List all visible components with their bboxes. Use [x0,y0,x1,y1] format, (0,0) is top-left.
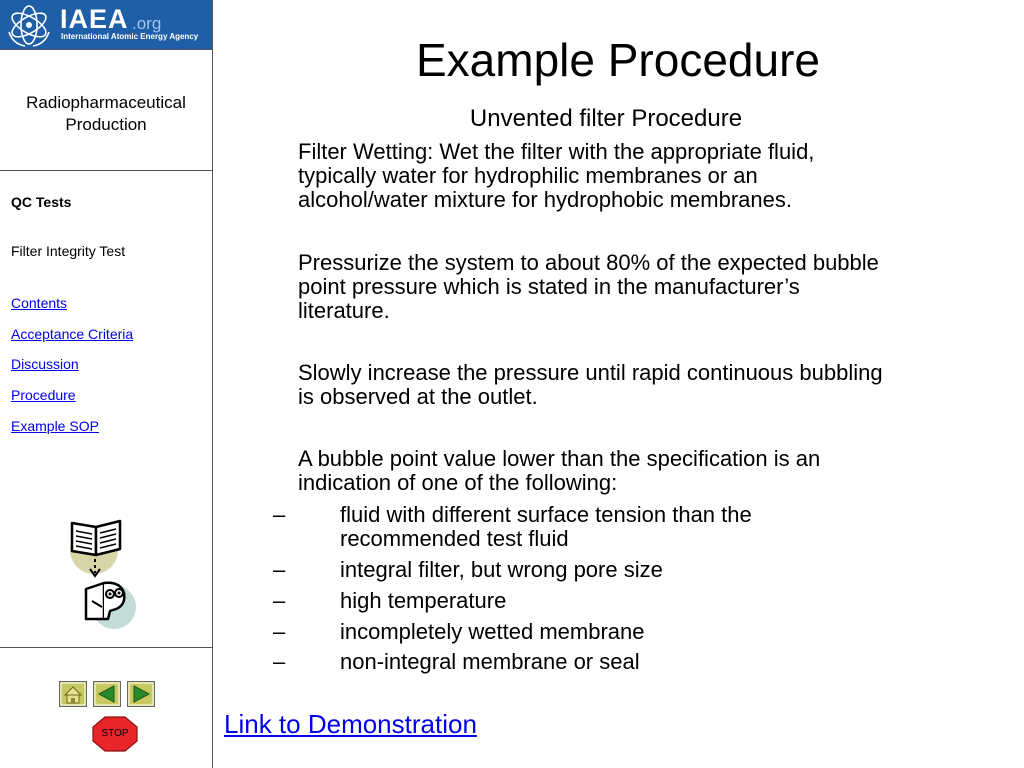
section-title-line1: Radiopharmaceutical [26,93,186,112]
bullet-dash: – [273,619,286,644]
paragraph-line: typically water for hydrophilic membranes or an [298,163,758,188]
arrow-left-icon[interactable] [93,681,121,707]
nav-link-procedure[interactable]: Procedure [11,387,76,403]
paragraph-filter-wetting [298,140,988,212]
paragraph-line: is observed at the outlet. [298,384,538,409]
bullet-text: integral filter, but wrong pore size [340,557,663,582]
bullet-text: high temperature [340,588,507,613]
demonstration-link[interactable]: Link to Demonstration [224,709,477,739]
logo-divider [0,49,212,50]
sidebar [0,0,213,768]
paragraph-pressurize [298,251,988,323]
iaea-logo[interactable] [0,0,212,49]
paragraph-line: Filter Wetting: Wet the filter with the appropriate fluid, [298,139,815,164]
atom-globe-icon [3,2,55,48]
stop-button-label: STOP [101,728,129,739]
bullet-text: incompletely wetted membrane [340,619,645,644]
home-icon[interactable] [59,681,87,707]
paragraph-bubble-point [298,447,988,495]
bullet-dash: – [273,557,286,582]
arrow-right-icon[interactable] [127,681,155,707]
section-divider [0,170,212,171]
paragraph-increase-pressure [298,361,988,409]
logo-brand: IAEA [60,4,129,34]
paragraph-line: alcohol/water mixture for hydrophobic membranes. [298,187,793,212]
bullet-dash: – [273,502,286,527]
section-title-line2: Production [65,115,147,134]
bullet-dash: – [273,588,286,613]
bullet-line: recommended test fluid [340,526,569,551]
paragraph-line: Pressurize the system to about 80% of the expected bubble [298,250,879,275]
bullet-text [340,503,970,551]
paragraph-line: A bubble point value lower than the specification is an [298,446,821,471]
section-title [0,92,212,136]
paragraph-line: literature. [298,298,390,323]
paragraph-line: Slowly increase the pressure until rapid continuous bubbling [298,360,883,385]
bullet-line: fluid with different surface tension than the [340,502,752,527]
paragraph-line: indication of one of the following: [298,470,618,495]
nav-link-contents[interactable]: Contents [11,295,68,311]
logo-suffix: .org [132,14,162,33]
page-title: Example Procedure [416,34,820,86]
book-reader-illustration [62,515,142,635]
bullet-text: non-integral membrane or seal [340,649,640,674]
nav-link-acceptance-criteria[interactable]: Acceptance Criteria [11,326,134,342]
footer-divider [0,647,212,648]
bullet-dash: – [273,649,286,674]
stop-button[interactable] [92,716,138,752]
nav-link-example-sop[interactable]: Example SOP [11,418,99,434]
page-subtitle: Unvented filter Procedure [469,105,743,132]
paragraph-line: point pressure which is stated in the manufacturer’s [298,274,800,299]
logo-tagline: International Atomic Energy Agency [61,32,199,41]
nav-subheading-filter-integrity: Filter Integrity Test [11,243,126,259]
nav-link-discussion[interactable]: Discussion [11,356,79,372]
nav-heading-qc-tests: QC Tests [11,194,72,210]
